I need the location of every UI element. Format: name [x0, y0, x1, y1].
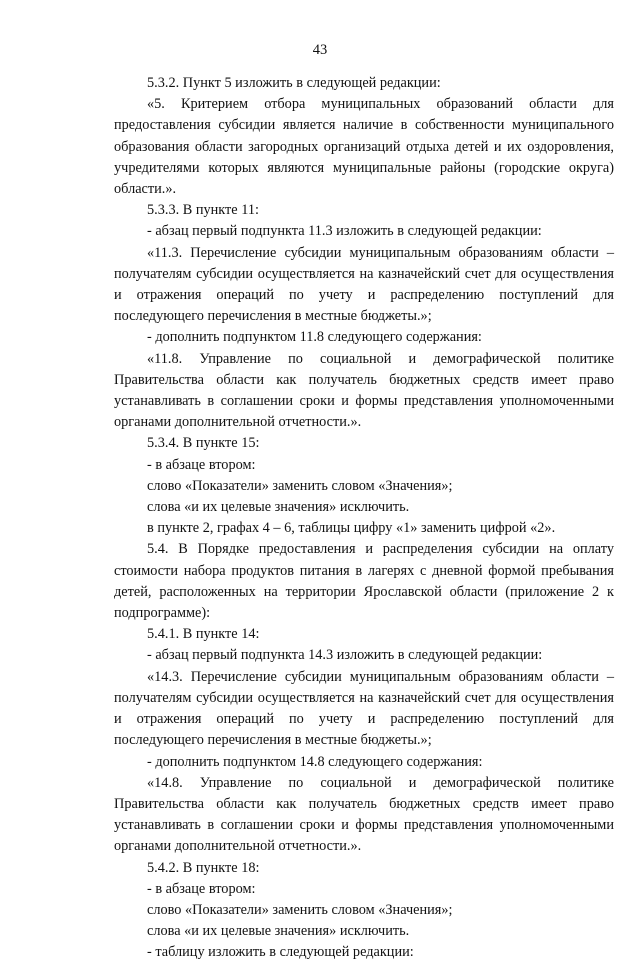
paragraph: - в абзаце втором:	[147, 456, 256, 473]
paragraph: - абзац первый подпункта 14.3 изложить в следующей редакции:	[147, 647, 543, 664]
paragraph: «5. Критерием отбора муниципальных образований области для предоставления субсидии является наличие в собственности муниципального образования области загородных организаций отдыха детей и их оздоровления, учредителями которых являются муниципальные районы (городские округа) области.».	[114, 96, 614, 198]
paragraph: - абзац первый подпункта 11.3 изложить в следующей редакции:	[147, 223, 542, 240]
paragraph: «11.8. Управление по социальной и демографической политике Правительства области как получатель бюджетных средств имеет право устанавливать в соглашении сроки и формы представления уполномоченными органами дополнительной отчетности.».	[114, 350, 614, 431]
paragraph: «11.3. Перечисление субсидии муниципальным образованиям области – получателям субсидии осуществляется на казначейский счет для осуществления и отражения операций по учету и распределению поступлений для последующего перечисления в местные бюджеты.»;	[114, 244, 614, 325]
paragraph: слово «Показатели» заменить словом «Значения»;	[147, 477, 453, 494]
paragraph: 5.3.2. Пункт 5 изложить в следующей редакции:	[147, 75, 441, 91]
paragraph: слова «и их целевые значения» исключить.	[147, 499, 410, 516]
paragraph: - таблицу изложить в следующей редакции:	[147, 944, 414, 961]
paragraph: 5.4. В Порядке предоставления и распределения субсидии на оплату стоимости набора продуктов питания в лагерях с дневной формой пребывания детей, расположенных на территории Ярославской области (приложение 2 к подпрограмме):	[114, 541, 614, 622]
paragraph: - дополнить подпунктом 11.8 следующего содержания:	[147, 329, 482, 346]
paragraph: «14.3. Перечисление субсидии муниципальным образованиям области – получателям субсидии осуществляется на казначейский счет для осуществления и отражения операций по учету и распределению поступлений для последующего перечисления в местные бюджеты.»;	[114, 668, 614, 749]
paragraph: 5.4.1. В пункте 14:	[147, 626, 260, 643]
paragraph: 5.3.4. В пункте 15:	[147, 435, 260, 452]
paragraph: - в абзаце втором:	[147, 880, 256, 897]
paragraph: 5.3.3. В пункте 11:	[147, 202, 259, 219]
document-body	[114, 73, 614, 964]
paragraph: слово «Показатели» заменить словом «Значения»;	[147, 901, 453, 918]
paragraph: в пункте 2, графах 4 – 6, таблицы цифру «1» заменить цифрой «2».	[147, 520, 556, 537]
paragraph: 5.4.2. В пункте 18:	[147, 859, 260, 876]
paragraph: «14.8. Управление по социальной и демографической политике Правительства области как получатель бюджетных средств имеет право устанавливать в соглашении сроки и формы представления уполномоченными органами дополнительной отчетности.».	[114, 774, 614, 855]
paragraph: слова «и их целевые значения» исключить.	[147, 923, 410, 940]
paragraph: - дополнить подпунктом 14.8 следующего содержания:	[147, 753, 483, 770]
page-number: 43	[312, 42, 328, 58]
